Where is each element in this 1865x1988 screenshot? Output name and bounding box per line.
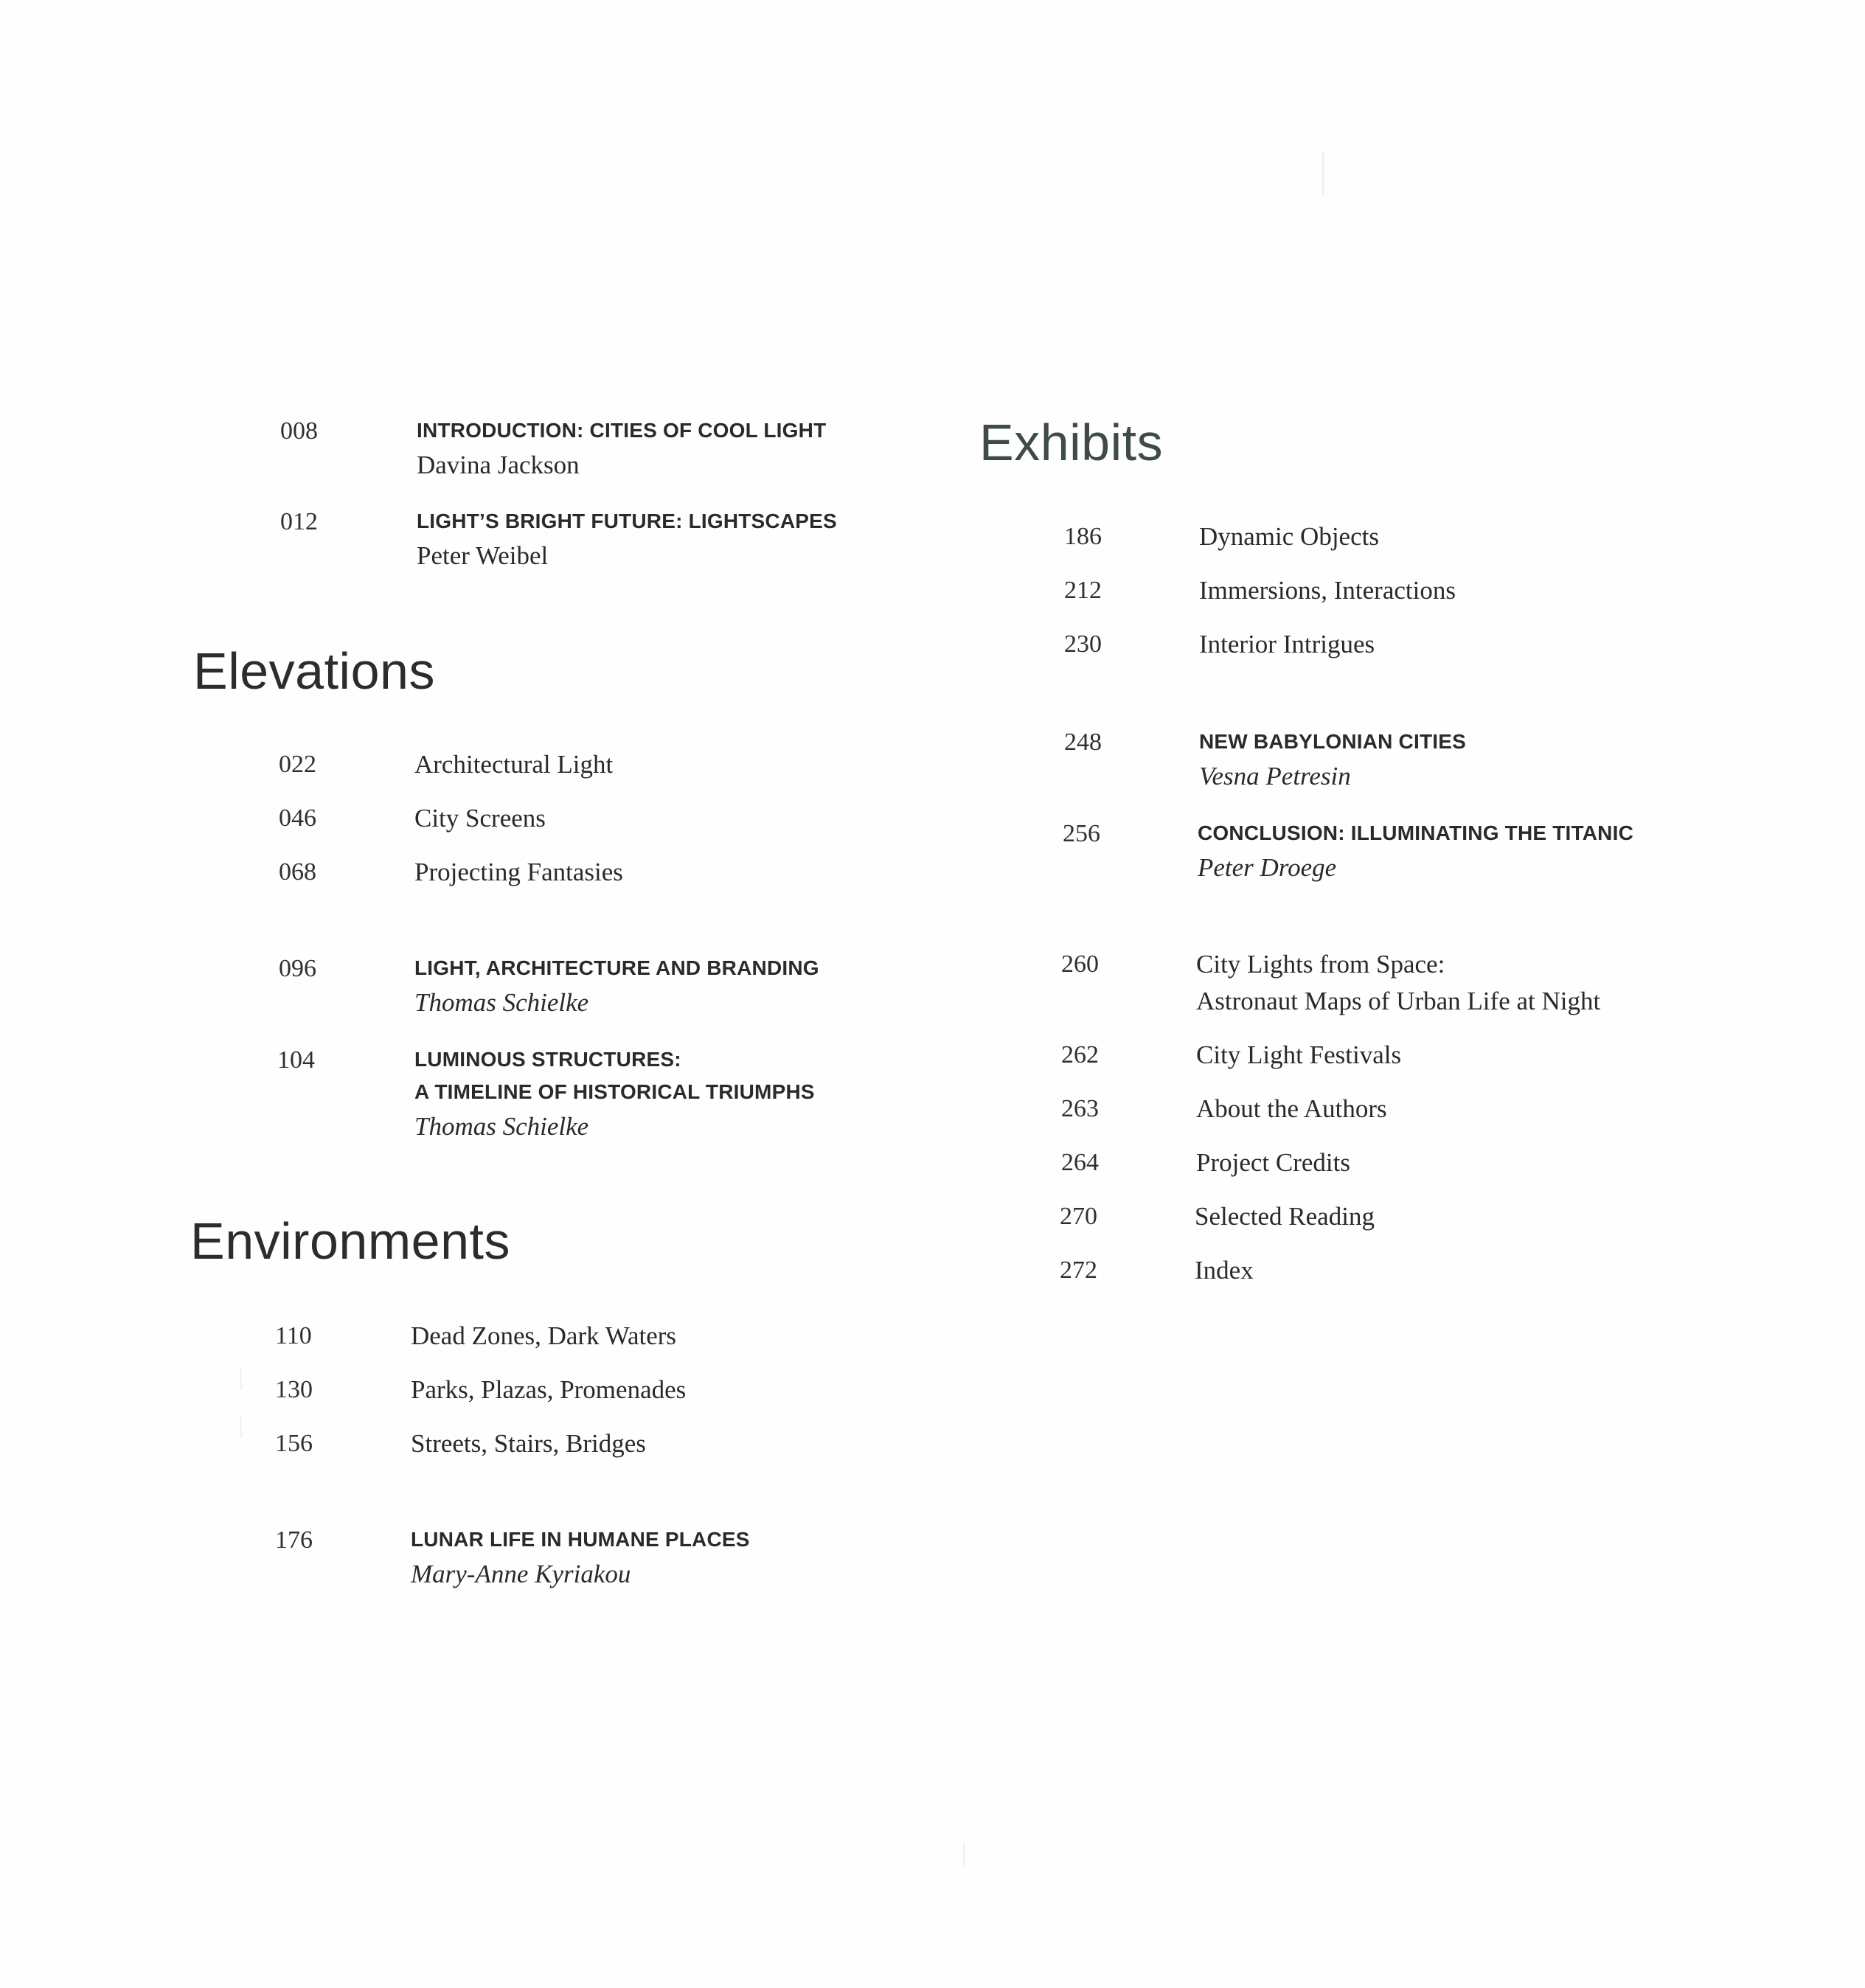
toc-entry-essay[interactable]: [1064, 724, 1728, 798]
toc-entry-back-matter[interactable]: [1061, 1091, 1725, 1127]
scan-artifact: [240, 1368, 242, 1390]
page-number: 012: [280, 508, 318, 535]
chapter-title: Parks, Plazas, Promenades: [411, 1375, 687, 1404]
back-matter-title: About the Authors: [1196, 1094, 1387, 1123]
scan-artifact: [1322, 151, 1324, 195]
page-number: 263: [1061, 1095, 1099, 1122]
toc-entry-chapter[interactable]: [1064, 626, 1654, 663]
page-number: 130: [275, 1376, 313, 1403]
toc-entry-chapter[interactable]: [1064, 518, 1654, 555]
chapter-title: Dead Zones, Dark Waters: [411, 1321, 677, 1350]
toc-entry-chapter[interactable]: [275, 1372, 791, 1408]
chapter-title: Dynamic Objects: [1199, 522, 1379, 551]
toc-entry-lightscapes[interactable]: [280, 504, 870, 577]
toc-entry-intro[interactable]: [280, 413, 870, 487]
chapter-title: City Screens: [414, 804, 546, 833]
page-number: 176: [275, 1526, 313, 1554]
page-number: 264: [1061, 1149, 1099, 1176]
page-number: 104: [277, 1046, 315, 1074]
toc-entry-back-matter[interactable]: [1061, 946, 1725, 1020]
toc-entry-back-matter[interactable]: [1061, 1144, 1725, 1181]
toc-entry-essay[interactable]: [279, 950, 869, 1024]
toc-entry-back-matter[interactable]: [1061, 1037, 1725, 1074]
toc-entry-chapter[interactable]: [279, 854, 795, 891]
essay-author: Davina Jackson: [417, 451, 580, 479]
chapter-title: Immersions, Interactions: [1199, 576, 1456, 605]
page-number: 260: [1061, 950, 1099, 978]
page-number: 096: [279, 955, 316, 982]
chapter-title: Interior Intrigues: [1199, 630, 1375, 658]
page-number: 046: [279, 804, 316, 832]
section-heading-exhibits: Exhibits: [979, 414, 1164, 471]
toc-entry-chapter[interactable]: [275, 1318, 791, 1355]
toc-entry-back-matter[interactable]: [1060, 1252, 1723, 1289]
essay-title: CONCLUSION: ILLUMINATING THE TITANIC: [1198, 821, 1633, 844]
toc-entry-essay[interactable]: [277, 1042, 867, 1145]
essay-author: Peter Weibel: [417, 541, 549, 570]
toc-entry-chapter[interactable]: [279, 800, 795, 837]
toc-entry-chapter[interactable]: [279, 746, 795, 783]
back-matter-title-line: City Lights from Space:: [1196, 950, 1445, 979]
chapter-title: Projecting Fantasies: [414, 858, 623, 886]
essay-title: NEW BABYLONIAN CITIES: [1199, 730, 1466, 753]
essay-author: Peter Droege: [1198, 853, 1337, 882]
essay-title-line: A TIMELINE OF HISTORICAL TRIUMPHS: [414, 1080, 815, 1103]
section-heading-elevations: Elevations: [193, 642, 435, 700]
essay-author: Thomas Schielke: [414, 1112, 589, 1141]
page-number: 212: [1064, 577, 1102, 604]
essay-author: Thomas Schielke: [414, 988, 589, 1017]
page-number: 272: [1060, 1257, 1097, 1284]
section-heading-environments: Environments: [190, 1212, 510, 1270]
essay-title-line: LUMINOUS STRUCTURES:: [414, 1048, 681, 1071]
scan-artifact: [963, 1843, 965, 1866]
page-number: 230: [1064, 630, 1102, 658]
essay-title: LIGHT’S BRIGHT FUTURE: LIGHTSCAPES: [417, 510, 837, 532]
page-number: 068: [279, 858, 316, 886]
back-matter-title: Index: [1195, 1256, 1254, 1285]
page-number: 156: [275, 1430, 313, 1457]
page-number: 256: [1063, 820, 1100, 847]
page-number: 248: [1064, 729, 1102, 756]
page-number: 270: [1060, 1203, 1097, 1230]
toc-entry-chapter[interactable]: [1064, 572, 1654, 609]
essay-title: LUNAR LIFE IN HUMANE PLACES: [411, 1528, 750, 1551]
page-number: 262: [1061, 1041, 1099, 1068]
essay-author: Mary-Anne Kyriakou: [411, 1560, 631, 1588]
page-number: 110: [275, 1322, 312, 1349]
essay-title: INTRODUCTION: CITIES OF COOL LIGHT: [417, 419, 827, 442]
toc-entry-chapter[interactable]: [275, 1425, 791, 1462]
toc-entry-essay[interactable]: [275, 1522, 865, 1596]
back-matter-title: Selected Reading: [1195, 1202, 1375, 1231]
chapter-title: Streets, Stairs, Bridges: [411, 1429, 646, 1458]
back-matter-title-line: Astronaut Maps of Urban Life at Night: [1196, 987, 1601, 1015]
essay-author: Vesna Petresin: [1199, 762, 1351, 790]
scan-artifact: [240, 1416, 242, 1438]
toc-entry-essay[interactable]: [1063, 816, 1726, 889]
page-number: 022: [279, 751, 316, 778]
back-matter-title: City Light Festivals: [1196, 1040, 1402, 1069]
toc-entry-back-matter[interactable]: [1060, 1198, 1723, 1235]
back-matter-title: Project Credits: [1196, 1148, 1350, 1177]
essay-title: LIGHT, ARCHITECTURE AND BRANDING: [414, 956, 819, 979]
chapter-title: Architectural Light: [414, 750, 614, 779]
page-number: 008: [280, 417, 318, 445]
page-number: 186: [1064, 523, 1102, 550]
